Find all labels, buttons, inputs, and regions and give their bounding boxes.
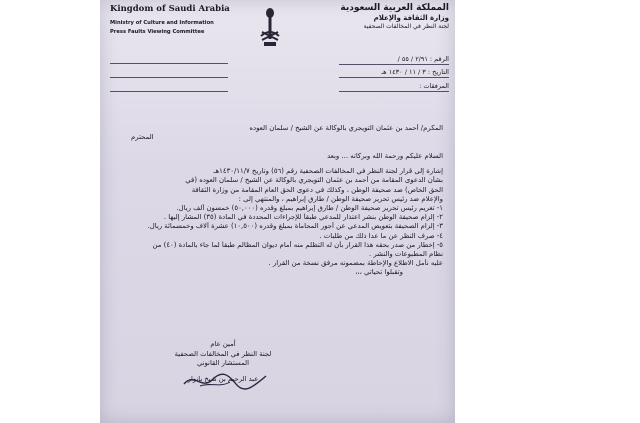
greeting: السلام عليكم ورحمة الله وبركاته ... وبعد xyxy=(327,152,443,160)
attachments-field: المرفقات : xyxy=(419,82,449,90)
para1-line: بشأن الدعوى المقامة من أحمد بن عثمان التويجري بالوكالة عن الشيخ / سلمان العوده (في xyxy=(185,176,443,185)
en-ministry-name: Ministry of Culture and Information xyxy=(110,20,214,26)
para1-line: الحق الخاص) ضد صحيفة الوطن ، وكذلك في دعوى الحق العام المقامة من وزارة الثقافة xyxy=(191,185,443,194)
handwritten-signature-icon xyxy=(180,370,270,392)
addressee-line: المكرم/ أحمد بن عثمان التويجري بالوكالة عن الشيخ / سلمان العوده xyxy=(249,124,443,132)
signature-title: أمين عام xyxy=(210,340,236,348)
arabic-letterhead xyxy=(309,3,449,30)
reference-number: الرقم : ٢/٩١ / ٥٥ / xyxy=(397,55,449,63)
en-rule-3 xyxy=(110,91,228,92)
addressee-block xyxy=(123,124,443,142)
ar-ministry-name: وزارة الثقافة والإعلام xyxy=(373,14,449,22)
en-rule-2 xyxy=(110,77,228,78)
en-kingdom-title: Kingdom of Saudi Arabia xyxy=(110,4,230,14)
para1-line: إشارة إلى قرار لجنة النظر في المخالفات الصحفية رقم (٥٦) وتاريخ ١٤٣٠/١١/٧هـ xyxy=(213,167,443,176)
ar-rule-3 xyxy=(339,91,449,92)
letter-date: التاريخ : ٣ / ١١ / ١٤٣٠ هـ xyxy=(381,68,449,76)
signature-role: المستشار القانوني xyxy=(196,359,249,367)
decision-item: ١- تغريم رئيس تحرير صحيفة الوطن / طارق إبراهيم بمبلغ وقدره (٥٠,٠٠٠) خمسون ألف ريال. xyxy=(176,204,443,213)
letter-body xyxy=(123,152,443,278)
decision-item: ٣- إلزام الصحيفة بتعويض المدعي عن أجور المحاماة بمبلغ وقدره (١٠,٥٠٠) عشرة آلاف وخمسمائة ريال. xyxy=(147,222,443,231)
decision-item: ٢- إلزام صحيفة الوطن بنشر اعتذار للمدعي طبقاً للإجراءات المحددة في المادة (٣٥) المشار إليها . xyxy=(163,213,443,222)
closing-line: عليه نأمل الاطلاع والإحاطة بمضمونه مرفق نسخة من القرار . xyxy=(268,259,443,268)
letter-sheet xyxy=(100,0,455,423)
closing-greeting: وتقبلوا تحياتي ،،، xyxy=(355,268,403,277)
decision-item: ٥- إخطار من صدر بحقه هذا القرار بأن له التظلم منه أمام ديوان المظالم طبقاً لما جاء بالمادة (٤٠) من xyxy=(152,240,443,249)
ar-kingdom-title: المملكة العربية السعودية xyxy=(340,3,449,13)
ar-committee-name: لجنة النظر في المخالفات الصحفية xyxy=(363,23,449,30)
en-rule-1 xyxy=(110,63,228,64)
ar-rule-2 xyxy=(339,77,449,78)
emblem-icon xyxy=(258,6,282,50)
ar-rule-1 xyxy=(339,64,449,65)
decision-item: نظام المطبوعات والنشر . xyxy=(368,250,443,259)
en-committee-name: Press Faults Viewing Committee xyxy=(110,29,205,35)
signatory-name: عبد الرحيم بن شيخ بانوار xyxy=(187,374,259,383)
signature-committee: لجنة النظر في المخالفات الصحفية xyxy=(174,349,272,358)
honorific: المحترم xyxy=(131,133,154,142)
decision-item: ٤- صرف النظر عن ما عدا ذلك من طلبات . xyxy=(319,231,443,240)
english-letterhead xyxy=(110,4,240,35)
para1-line: والإعلام ضد رئيس تحرير صحيفة الوطن / طارق إبراهيم ، والمنتهي إلى : xyxy=(238,194,443,203)
